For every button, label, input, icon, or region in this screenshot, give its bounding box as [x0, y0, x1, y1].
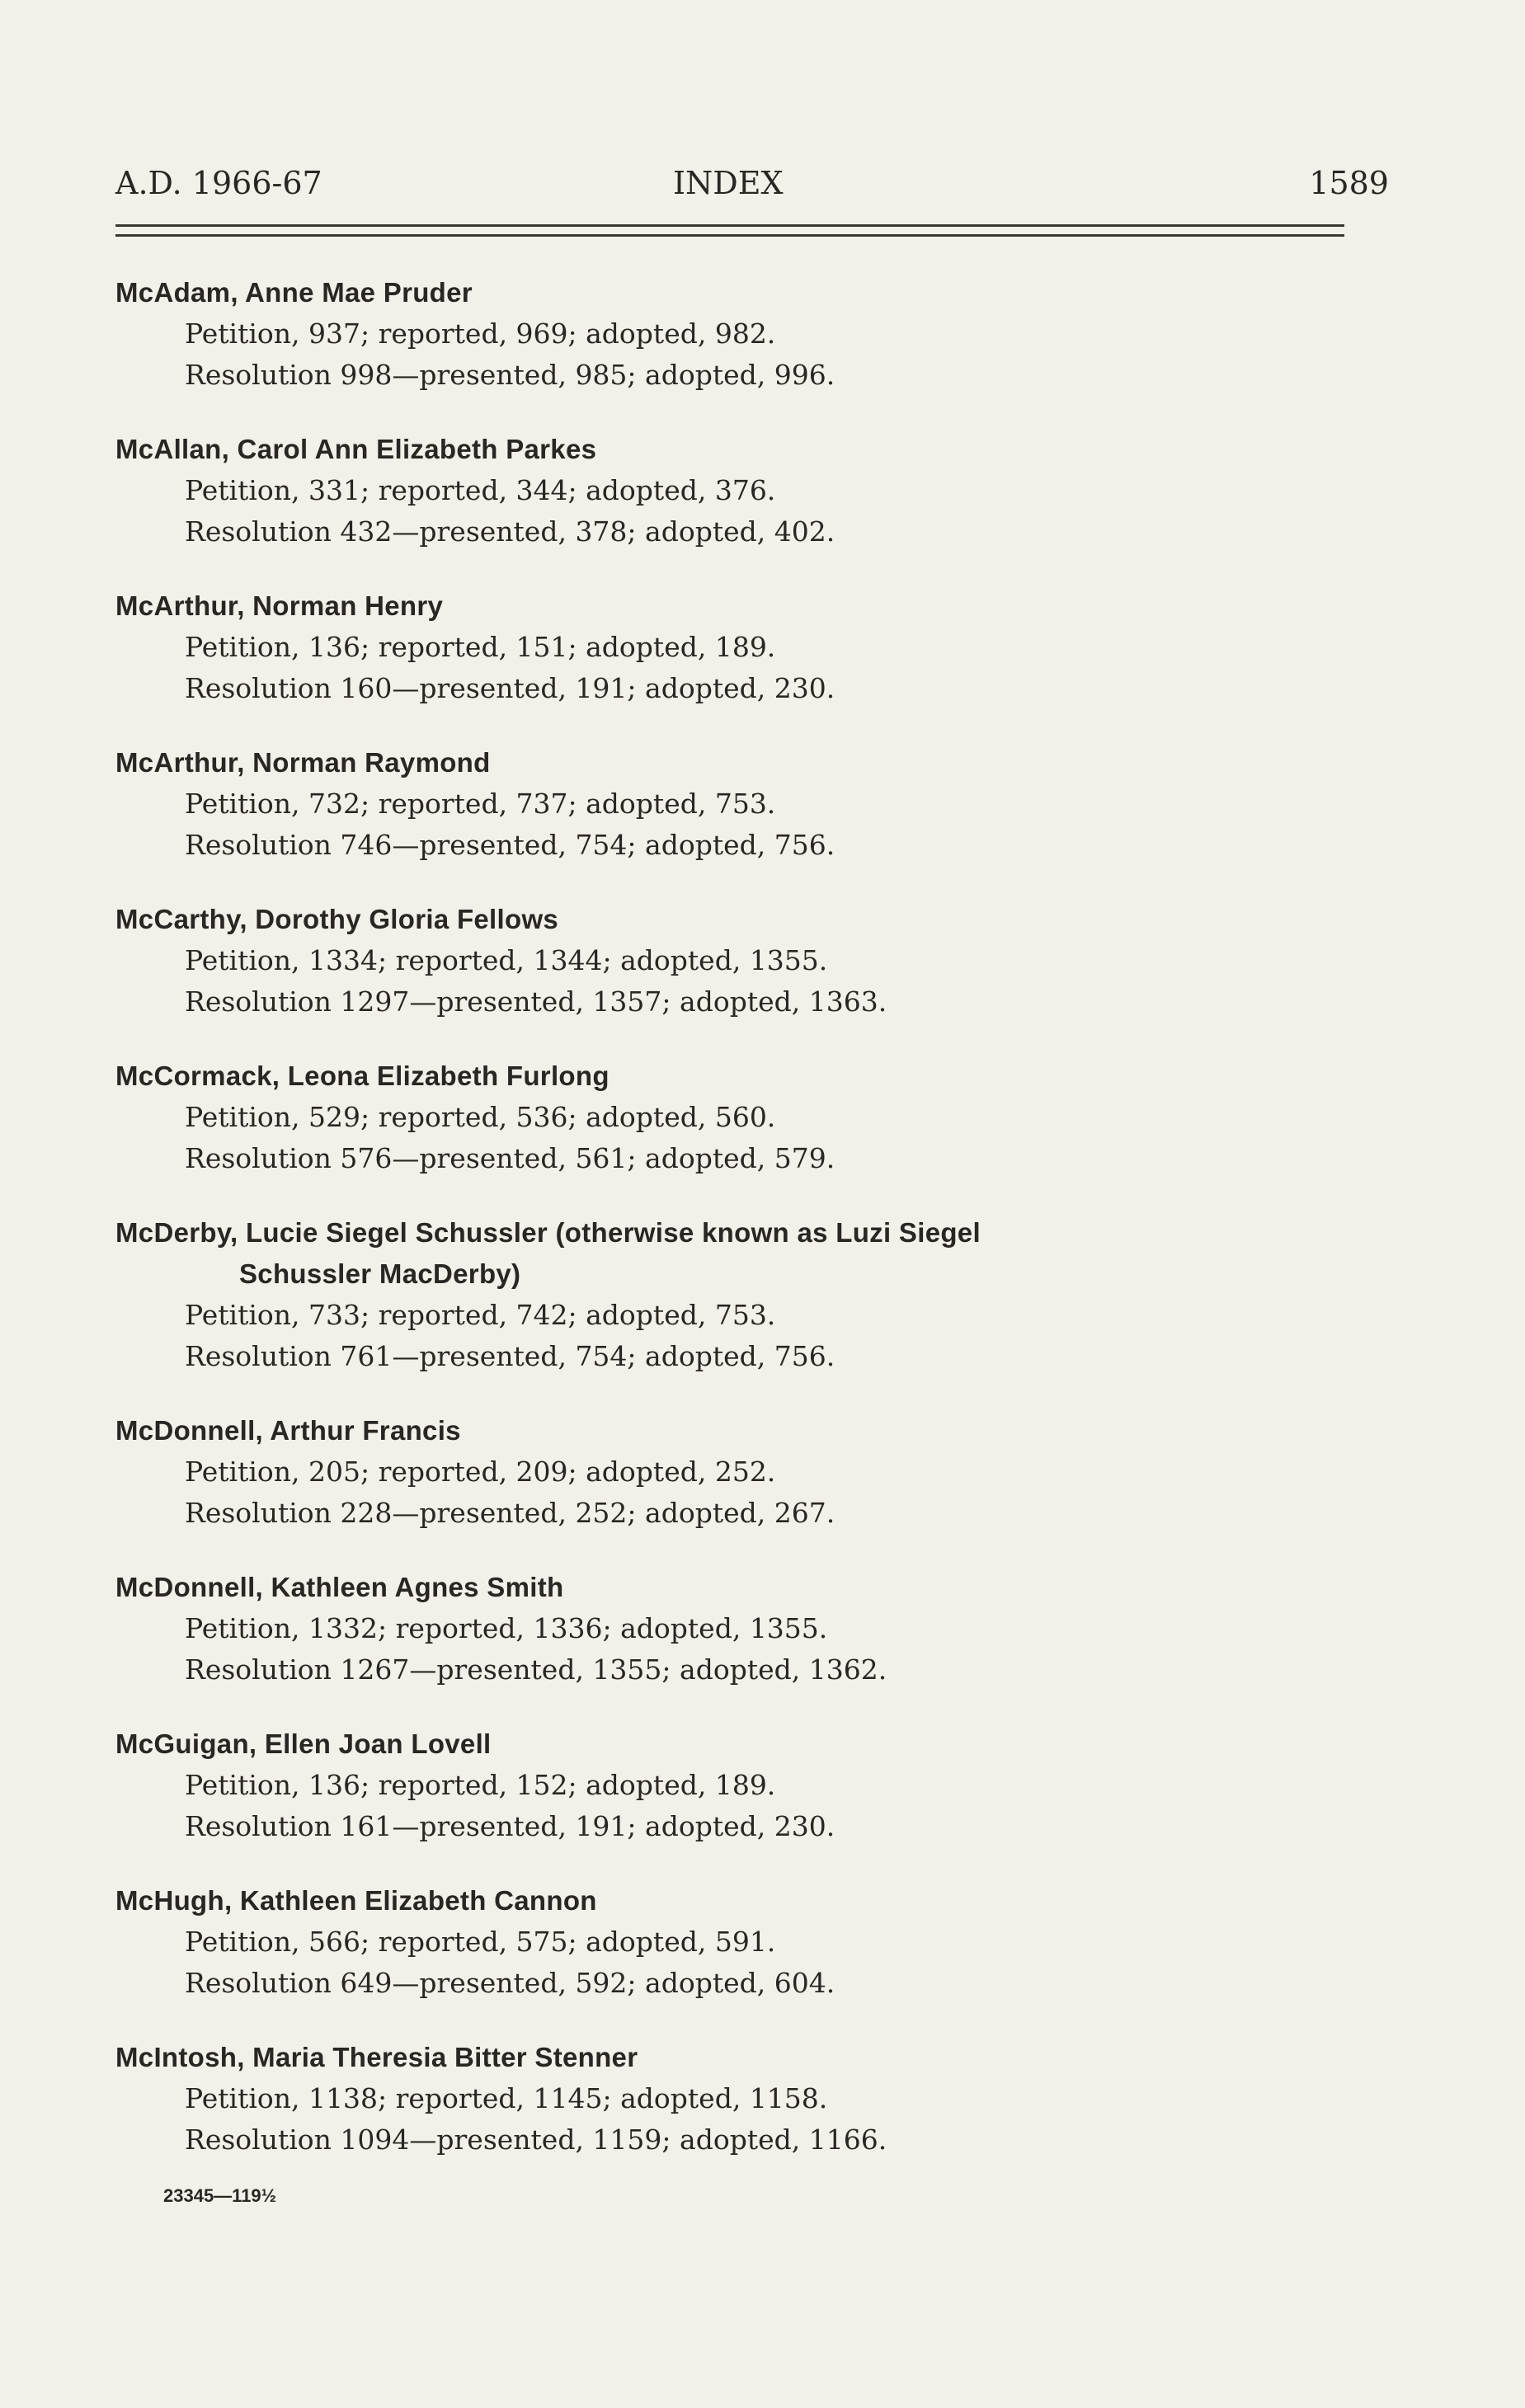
entry-resolution: Resolution 432—presented, 378; adopted, 402.	[185, 515, 835, 548]
entry-name	[115, 429, 1336, 470]
entry-petition: Petition, 331; reported, 344; adopted, 376.	[185, 474, 776, 506]
entry-petition: Petition, 205; reported, 209; adopted, 252.	[185, 1456, 776, 1488]
entry-resolution: Resolution 228—presented, 252; adopted, 267.	[185, 1497, 835, 1529]
entry-petition: Petition, 1138; reported, 1145; adopted, 1158.	[185, 2082, 828, 2114]
entry-name-text: McDonnell, Arthur Francis	[115, 1415, 461, 1446]
index-entry	[115, 1410, 1336, 1534]
index-entry	[115, 1056, 1336, 1179]
entry-name	[115, 272, 1336, 313]
entry-name-text: McAllan, Carol Ann Elizabeth Parkes	[115, 434, 597, 464]
index-entry	[115, 742, 1336, 866]
entry-name	[115, 586, 1336, 627]
entry-name	[115, 742, 1336, 783]
entry-petition: Petition, 529; reported, 536; adopted, 560.	[185, 1101, 776, 1133]
entry-name-text: McDonnell, Kathleen Agnes Smith	[115, 1572, 564, 1602]
page-number: 1589	[1309, 165, 1389, 201]
entry-name-text: McDerby, Lucie Siegel Schussler (otherwise known as Luzi Siegel	[115, 1217, 981, 1248]
entry-resolution: Resolution 1297—presented, 1357; adopted, 1363.	[185, 985, 887, 1018]
entry-petition: Petition, 733; reported, 742; adopted, 753.	[185, 1299, 776, 1331]
entry-name-text: McAdam, Anne Mae Pruder	[115, 277, 473, 308]
entry-name-text: McCarthy, Dorothy Gloria Fellows	[115, 904, 559, 934]
entry-petition: Petition, 566; reported, 575; adopted, 591.	[185, 1926, 776, 1958]
index-entry	[115, 1212, 1336, 1377]
entry-name	[115, 1056, 1336, 1097]
entry-resolution: Resolution 746—presented, 754; adopted, 756.	[185, 829, 835, 861]
header-rule-bottom	[115, 234, 1344, 237]
index-entry	[115, 272, 1336, 396]
entry-resolution: Resolution 998—presented, 985; adopted, 996.	[185, 359, 835, 391]
entry-resolution: Resolution 649—presented, 592; adopted, 604.	[185, 1967, 835, 1999]
index-entry	[115, 1567, 1336, 1691]
index-entry	[115, 1880, 1336, 2004]
header-title: INDEX	[673, 165, 784, 201]
header-year: A.D. 1966-67	[115, 165, 322, 201]
entry-name-text: McCormack, Leona Elizabeth Furlong	[115, 1061, 610, 1091]
entry-name	[115, 1724, 1336, 1765]
entry-name-text: McIntosh, Maria Theresia Bitter Stenner	[115, 2042, 638, 2072]
index-entry	[115, 586, 1336, 709]
entry-resolution: Resolution 1094—presented, 1159; adopted, 1166.	[185, 2123, 887, 2156]
entry-resolution: Resolution 576—presented, 561; adopted, 579.	[185, 1142, 835, 1174]
index-entry	[115, 1724, 1336, 1847]
entry-name	[115, 1212, 1336, 1295]
entry-petition: Petition, 1332; reported, 1336; adopted, 1355.	[185, 1612, 828, 1644]
entry-name	[115, 1410, 1336, 1451]
entry-petition: Petition, 937; reported, 969; adopted, 982.	[185, 317, 776, 350]
entry-resolution: Resolution 161—presented, 191; adopted, 230.	[185, 1810, 835, 1842]
entry-petition: Petition, 1334; reported, 1344; adopted, 1355.	[185, 944, 828, 976]
entry-name-continuation: Schussler MacDerby)	[239, 1258, 521, 1289]
running-head	[115, 165, 1389, 214]
entry-name	[115, 1567, 1336, 1608]
index-entry	[115, 2037, 1336, 2161]
index-entries	[115, 272, 1336, 2194]
entry-petition: Petition, 136; reported, 152; adopted, 189.	[185, 1769, 776, 1801]
index-entry	[115, 899, 1336, 1023]
entry-name-text: McArthur, Norman Henry	[115, 590, 444, 621]
entry-name	[115, 2037, 1336, 2078]
entry-name-text: McHugh, Kathleen Elizabeth Cannon	[115, 1885, 597, 1916]
entry-resolution: Resolution 160—presented, 191; adopted, 230.	[185, 672, 835, 704]
header-rule-top	[115, 224, 1344, 227]
entry-name-text: McGuigan, Ellen Joan Lovell	[115, 1728, 492, 1759]
index-entry	[115, 429, 1336, 553]
entry-resolution: Resolution 761—presented, 754; adopted, 756.	[185, 1340, 835, 1372]
entry-name-text: McArthur, Norman Raymond	[115, 747, 491, 778]
entry-petition: Petition, 732; reported, 737; adopted, 753.	[185, 788, 776, 820]
entry-resolution: Resolution 1267—presented, 1355; adopted, 1362.	[185, 1653, 887, 1686]
printer-signature: 23345—119½	[163, 2185, 277, 2206]
entry-name	[115, 1880, 1336, 1921]
entry-name	[115, 899, 1336, 940]
entry-petition: Petition, 136; reported, 151; adopted, 189.	[185, 631, 776, 663]
